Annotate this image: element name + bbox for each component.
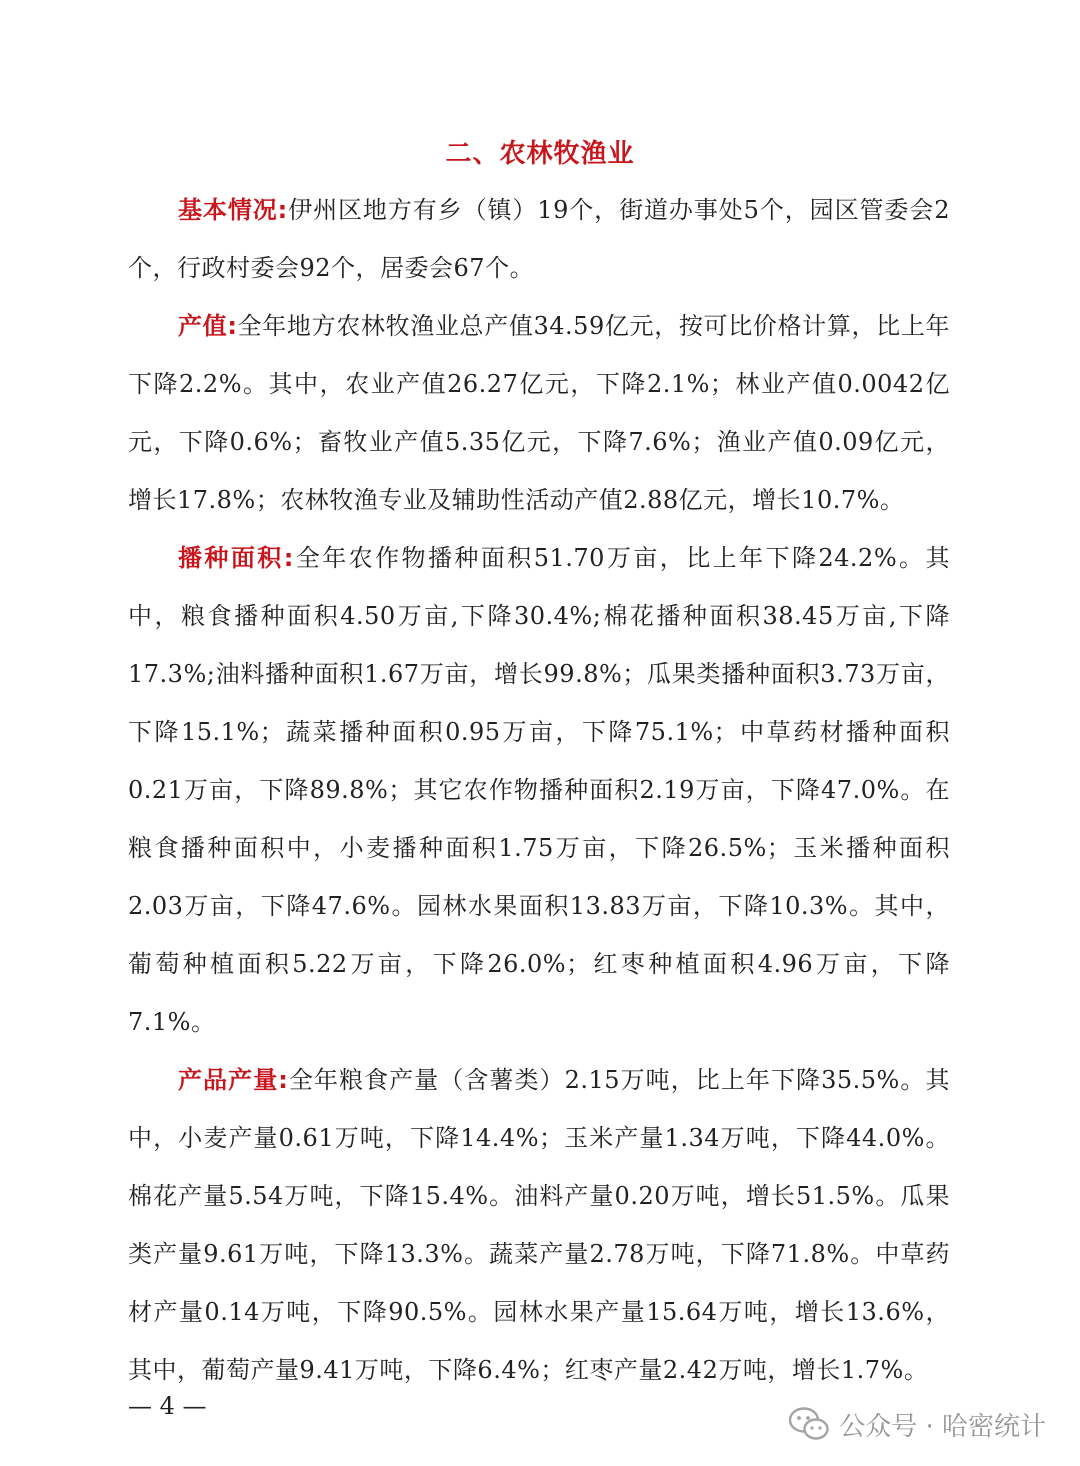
paragraph-basic-info — [128, 181, 950, 297]
paragraph-output-value — [128, 297, 950, 529]
paragraph-text: 全年农作物播种面积51.70万亩，比上年下降24.2%。其中，粮食播种面积4.50万亩,下降30.4%;棉花播种面积38.45万亩,下降17.3%;油料播种面积1.67万亩，增长99.8%；瓜果类播种面积3.73万亩，下降15.1%；蔬菜播种面积0.95万亩，下降75.1%；中草药材播种面积0.21万亩，下降89.8%；其它农作物播种面积2.19万亩，下降47.0%。在粮食播种面积中，小麦播种面积1.75万亩，下降26.5%；玉米播种面积2.03万亩，下降47.6%。园林水果面积13.83万亩，下降10.3%。其中，葡萄种植面积5.22万亩，下降26.0%；红枣种植面积4.96万亩，下降7.1%。 — [128, 544, 950, 1036]
paragraph-product-output — [128, 1051, 950, 1399]
paragraph-text: 全年粮食产量（含薯类）2.15万吨，比上年下降35.5%。其中，小麦产量0.61万吨，下降14.4%；玉米产量1.34万吨，下降44.0%。棉花产量5.54万吨，下降15.4%。油料产量0.20万吨，增长51.5%。瓜果类产量9.61万吨，下降13.3%。蔬菜产量2.78万吨，下降71.8%。中草药材产量0.14万吨，下降90.5%。园林水果产量15.64万吨，增长13.6%，其中，葡萄产量9.41万吨，下降6.4%；红枣产量2.42万吨，增长1.7%。 — [128, 1066, 950, 1384]
document-body — [128, 181, 950, 1399]
paragraph-text: 伊州区地方有乡（镇）19个，街道办事处5个，园区管委会2个，行政村委会92个，居委会67个。 — [128, 196, 951, 282]
page-number: — 4 — — [128, 1392, 207, 1420]
wechat-icon — [789, 1407, 829, 1441]
paragraph-text: 全年地方农林牧渔业总产值34.59亿元，按可比价格计算，比上年下降2.2%。其中，农业产值26.27亿元，下降2.1%；林业产值0.0042亿元，下降0.6%；畜牧业产值5.35亿元，下降7.6%；渔业产值0.09亿元，增长17.8%；农林牧渔专业及辅助性活动产值2.88亿元，增长10.7%。 — [128, 312, 950, 514]
watermark — [789, 1402, 1046, 1446]
paragraph-sown-area — [128, 529, 950, 1051]
paragraph-label: 播种面积: — [178, 544, 294, 572]
paragraph-label: 产品产量: — [178, 1066, 289, 1094]
section-title: 二、农林牧渔业 — [445, 139, 635, 169]
paragraph-label: 产值: — [178, 312, 238, 340]
watermark-text: 公众号 · 哈密统计 — [839, 1411, 1046, 1442]
paragraph-label: 基本情况: — [178, 196, 288, 224]
